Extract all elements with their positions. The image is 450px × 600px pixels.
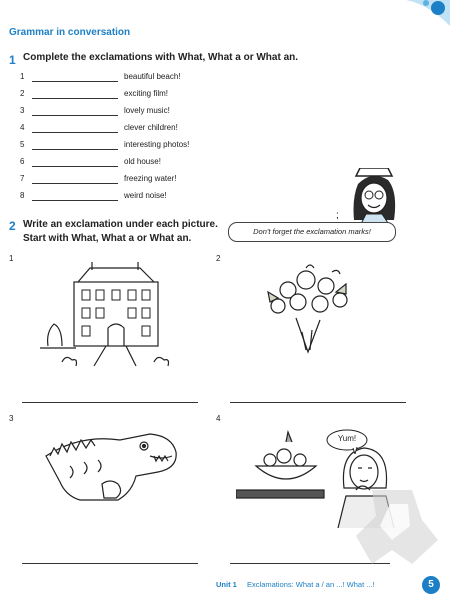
item-text: freezing water! — [124, 174, 177, 183]
page-number: 5 — [422, 576, 440, 594]
page-title: Grammar in conversation — [9, 27, 131, 38]
list-item — [20, 140, 250, 152]
answer-line[interactable] — [22, 563, 198, 564]
watermark-logo-icon — [352, 480, 442, 570]
item-number: 5 — [20, 140, 25, 149]
answer-blank[interactable] — [32, 149, 118, 150]
house-drawing-icon — [40, 262, 180, 372]
answer-blank[interactable] — [32, 132, 118, 133]
item-number: 8 — [20, 191, 25, 200]
footer-unit: Unit 1 — [216, 580, 237, 589]
corner-decoration-icon — [398, 0, 450, 30]
exercise-2-header — [9, 217, 218, 244]
list-item — [20, 174, 250, 186]
instruction-line: Write an exclamation under each picture. — [23, 219, 218, 230]
picture-number: 2 — [216, 254, 221, 263]
yum-speech-text: Yum! — [337, 434, 357, 443]
item-text: beautiful beach! — [124, 72, 181, 81]
answer-line[interactable] — [22, 402, 198, 403]
item-text: old house! — [124, 157, 161, 166]
answer-blank[interactable] — [32, 115, 118, 116]
picture-number: 4 — [216, 414, 221, 423]
item-text: interesting photos! — [124, 140, 190, 149]
item-number: 2 — [20, 89, 25, 98]
svg-text:;: ; — [336, 210, 339, 221]
answer-blank[interactable] — [32, 81, 118, 82]
footer-topic: Exclamations: What a / an ...! What ...! — [247, 580, 375, 589]
page-footer — [216, 580, 375, 589]
answer-blank[interactable] — [32, 183, 118, 184]
list-item — [20, 72, 250, 84]
answer-line[interactable] — [230, 402, 406, 403]
exercise-number: 1 — [9, 53, 16, 67]
item-text: lovely music! — [124, 106, 170, 115]
item-number: 3 — [20, 106, 25, 115]
item-number: 1 — [20, 72, 25, 81]
exercise-instruction: Complete the exclamations with What, What a or What an. — [23, 52, 299, 63]
list-item — [20, 123, 250, 135]
list-item — [20, 157, 250, 169]
list-item — [20, 89, 250, 101]
list-item — [20, 106, 250, 118]
answer-blank[interactable] — [32, 200, 118, 201]
item-text: weird noise! — [124, 191, 167, 200]
exercise-1-header — [9, 51, 299, 69]
instruction-line: Start with What, What a or What an. — [23, 233, 192, 244]
list-item — [20, 191, 250, 203]
picture-number: 1 — [9, 254, 14, 263]
answer-blank[interactable] — [32, 98, 118, 99]
answer-blank[interactable] — [32, 166, 118, 167]
exercise-instruction — [23, 218, 218, 246]
item-text: clever children! — [124, 123, 178, 132]
item-number: 6 — [20, 157, 25, 166]
dragon-drawing-icon — [40, 426, 190, 516]
item-number: 7 — [20, 174, 25, 183]
exercise-number: 2 — [9, 219, 16, 233]
teacher-illustration-icon — [336, 168, 408, 226]
picture-number: 3 — [9, 414, 14, 423]
item-text: exciting film! — [124, 89, 169, 98]
speech-bubble: Don't forget the exclamation marks! — [228, 222, 396, 242]
flower-bouquet-drawing-icon — [262, 262, 362, 358]
item-number: 4 — [20, 123, 25, 132]
